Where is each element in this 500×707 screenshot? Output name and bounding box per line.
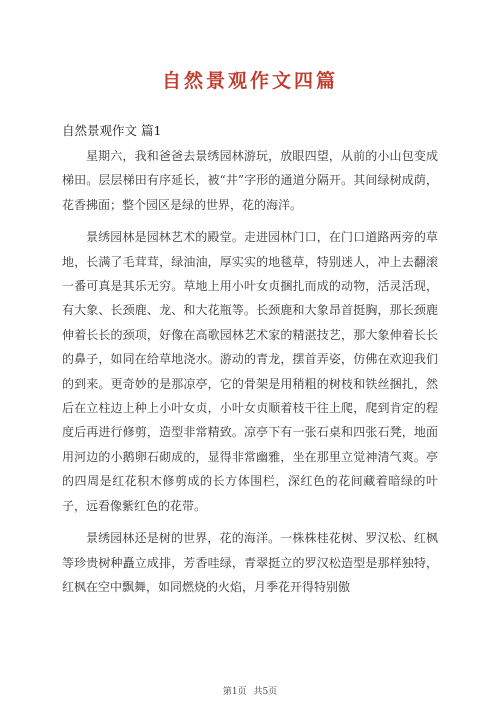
paragraph: 景绣园林还是树的世界，花的海洋。一株株桂花树、罗汉松、红枫等珍贵树种矗立成排，芳香哇绿，青翠挺立的罗汉松造型是那样独特，红枫在空中飘舞，如同燃烧的火焰，月季花开得特别傲 xyxy=(62,531,438,594)
article-body xyxy=(62,144,438,607)
page-footer xyxy=(0,684,500,697)
page-total: 共5页 xyxy=(253,687,278,697)
paragraph: 景绣园林是园林艺术的殿堂。走进园林门口，在门口道路两旁的草地，长满了毛茸茸，绿油油，厚实实的地毯草，特别迷人，冲上去翻滚一番可真是其乐无穷。草地上用小叶女贞捆扎而成的动物，活灵活现，有大象、长颈鹿、龙、和大花瓶等。长颈鹿和大象昂首挺胸，那长颈鹿伸着长长的颈项，好像在高歌园林艺术家的精湛技艺，那大象伸着长长的鼻子，如同在给草地浇水。游动的青龙，摆首弄姿，仿佛在欢迎我们的到来。更奇妙的是那凉亭，它的骨架是用稍粗的树枝和铁丝捆扎，然后在立柱边上种上小叶女贞，小叶女贞顺着枝干往上爬，爬到肯定的程度后再进行修剪，造型非常精致。凉亭下有一张石桌和四张石凳，地面用河边的小鹅卵石砌成的，显得非常幽雅，坐在那里立觉神清气爽。亭的四周是红花积木修剪成的长方体围栏，深红色的花间藏着暗绿的叶子，远看像紫红色的花带。 xyxy=(62,230,438,513)
page-number: 第1页 xyxy=(222,687,247,697)
section-heading: 自然景观作文 篇1 xyxy=(62,123,162,138)
document-title: 自然景观作文四篇 xyxy=(161,70,338,92)
paragraph: 星期六，我和爸爸去景绣园林游玩，放眼四望，从前的小山包变成梯田。层层梯田有序延长，被“井”字形的通道分隔开。其间绿树成荫，花香拂面；整个园区是绿的世界，花的海洋。 xyxy=(62,149,438,212)
